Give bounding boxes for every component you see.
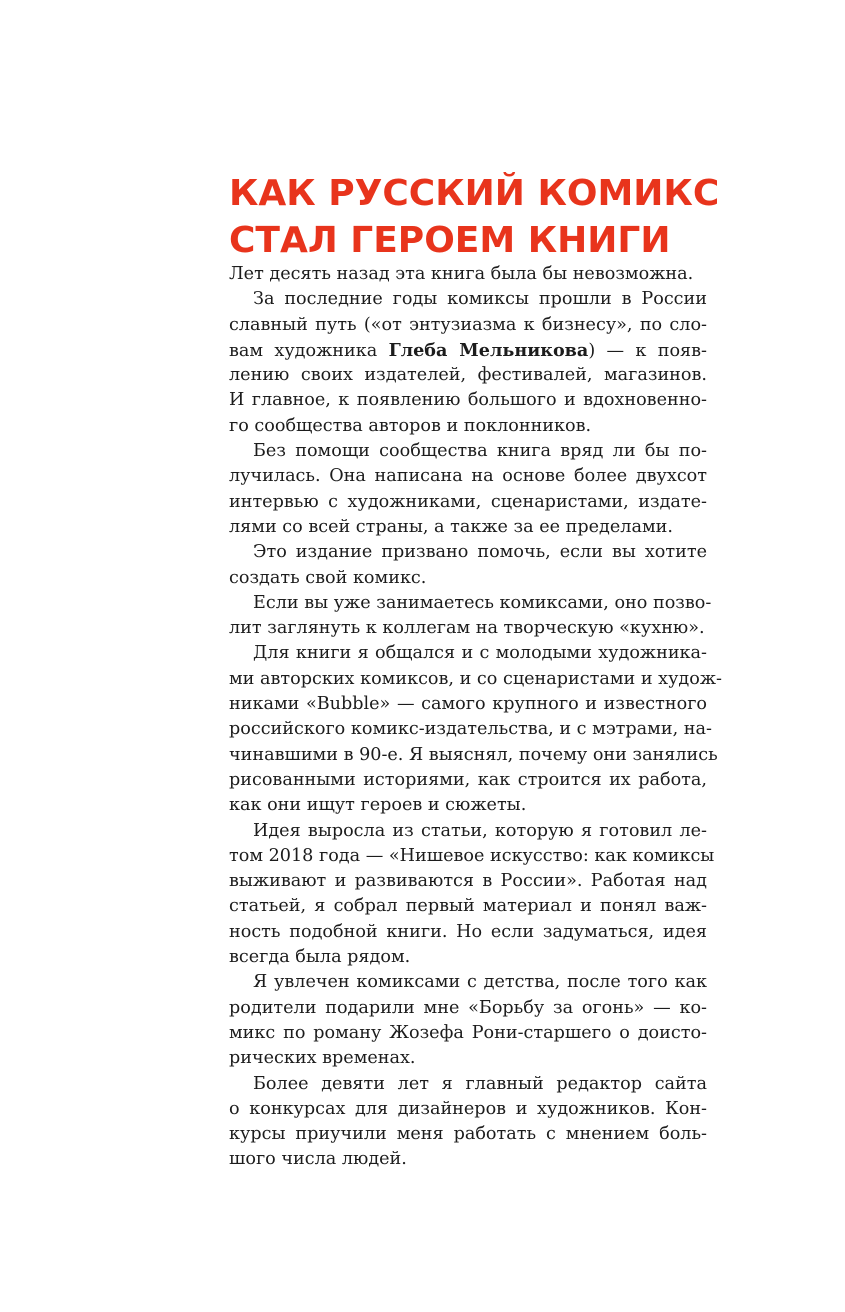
- text-line: интервью с художниками, сценаристами, издате-: [229, 491, 707, 512]
- text-line: лению своих издателей, фестивалей, магазинов.: [229, 365, 707, 386]
- paragraph: [229, 262, 707, 287]
- text-line: о конкурсах для дизайнеров и художников. Кон-: [229, 1098, 707, 1119]
- paragraph: [229, 641, 722, 818]
- text-line: статьей, я собрал первый материал и понял важ-: [229, 896, 707, 917]
- text-line: го сообщества авторов и поклонников.: [229, 415, 592, 436]
- text-line: шого числа людей.: [229, 1149, 407, 1170]
- text-line: российского комикс-издательства, и с мэтрами, на-: [229, 719, 712, 740]
- chapter-title-line-1: КАК РУССКИЙ КОМИКС: [229, 173, 720, 214]
- text-line: лучилась. Она написана на основе более двухсот: [229, 466, 707, 487]
- text-fragment: ) — к появ-: [588, 340, 708, 361]
- text-line: Более девяти лет я главный редактор сайта: [253, 1073, 707, 1094]
- text-line: За последние годы комиксы прошли в России: [253, 289, 707, 310]
- paragraph: [229, 970, 707, 1071]
- text-line: Идея выросла из статьи, которую я готовил ле-: [253, 820, 707, 841]
- text-fragment: вам художника: [229, 340, 378, 361]
- text-line: Для книги я общался и с молодыми художника-: [253, 643, 707, 664]
- paragraph: [229, 819, 715, 971]
- paragraph: [229, 1072, 707, 1173]
- text-line: никами «Bubble» — самого крупного и известного: [229, 694, 707, 715]
- text-line: родители подарили мне «Борьбу за огонь» — ко-: [229, 997, 707, 1018]
- text-line: создать свой комикс.: [229, 567, 427, 588]
- text-line: лит заглянуть к коллегам на творческую «кухню».: [229, 618, 705, 639]
- text-line: рисованными историями, как строится их работа,: [229, 769, 707, 790]
- paragraph: [229, 287, 707, 439]
- text-line: славный путь («от энтузиазма к бизнесу», по сло-: [229, 314, 707, 335]
- text-line: Я увлечен комиксами с детства, после того как: [253, 972, 707, 993]
- text-line: [229, 338, 707, 363]
- text-line: выживают и развиваются в России». Работая над: [229, 871, 707, 892]
- chapter-title: [229, 170, 729, 264]
- text-line: том 2018 года — «Нишевое искусство: как комиксы: [229, 845, 715, 866]
- text-line: ми авторских комиксов, и со сценаристами и худож-: [229, 668, 722, 689]
- text-line: как они ищут героев и сюжеты.: [229, 795, 527, 816]
- text-line: рических временах.: [229, 1048, 416, 1069]
- text-line: курсы приучили меня работать с мнением боль-: [229, 1124, 707, 1145]
- text-line: Это издание призвано помочь, если вы хотите: [253, 542, 707, 563]
- text-line: Если вы уже занимаетесь комиксами, оно позво-: [253, 592, 712, 613]
- text-line: Без помощи сообщества книга вряд ли бы по-: [253, 441, 707, 462]
- text-line: ность подобной книги. Но если задуматься, идея: [229, 921, 707, 942]
- paragraph: [229, 439, 707, 540]
- text-line: микс по роману Жозефа Рони-старшего о доисто-: [229, 1022, 707, 1043]
- text-line: чинавшими в 90-е. Я выяснял, почему они занялись: [229, 744, 718, 765]
- artist-name: Глеба Мельникова: [388, 339, 589, 361]
- text-line: Лет десять назад эта книга была бы невозможна.: [229, 264, 694, 284]
- paragraph: [229, 540, 707, 591]
- text-line: лями со всей страны, а также за ее пределами.: [229, 516, 673, 537]
- text-line: И главное, к появлению большого и вдохновенно-: [229, 390, 707, 411]
- chapter-title-line-2: СТАЛ ГЕРОЕМ КНИГИ: [229, 220, 671, 261]
- chapter-body: [229, 262, 722, 1173]
- text-line: всегда была рядом.: [229, 947, 411, 968]
- paragraph: [229, 591, 712, 642]
